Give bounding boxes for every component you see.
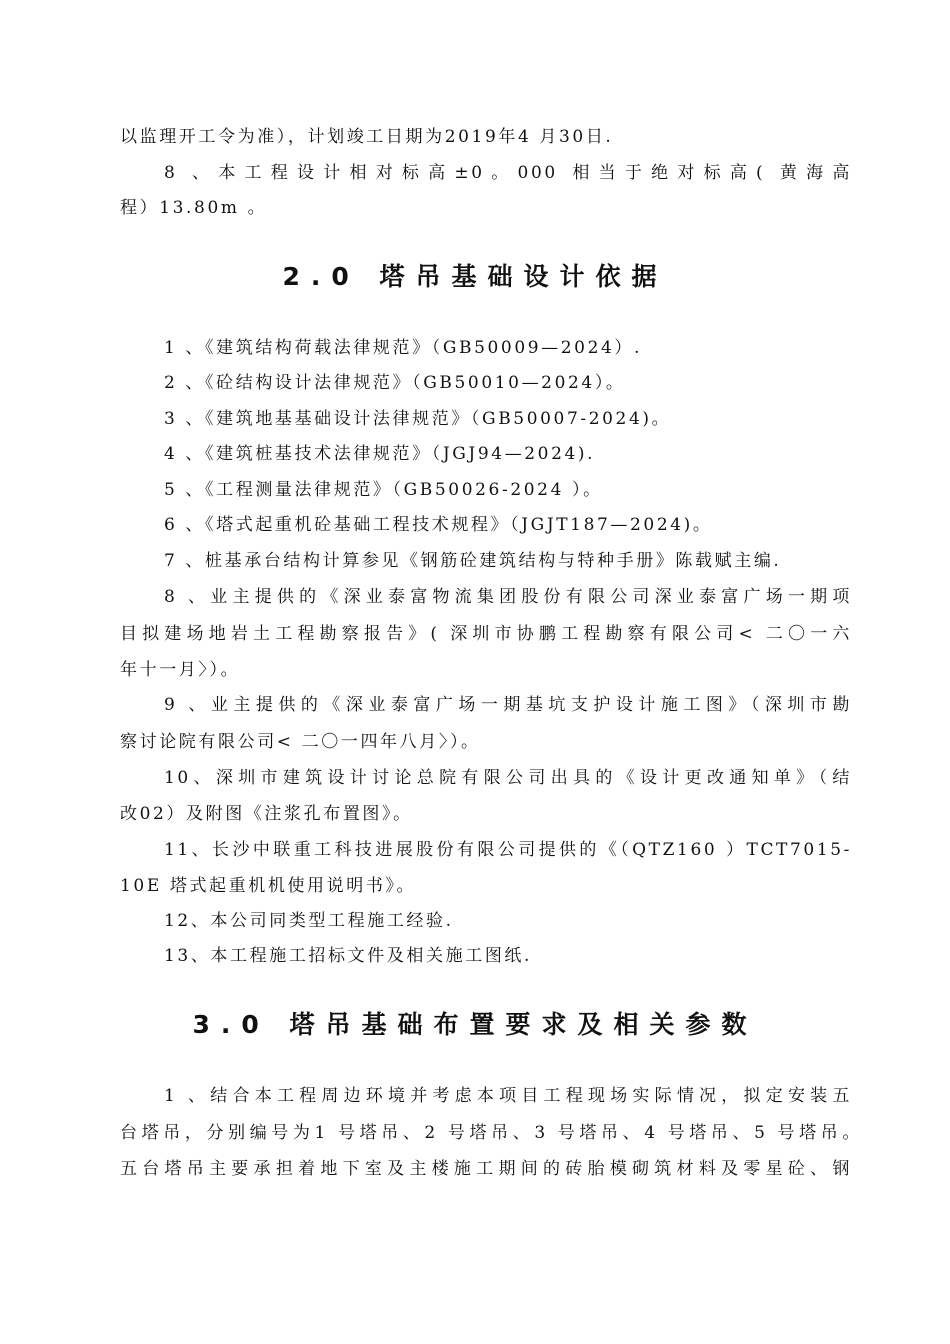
list-item: 改02）及附图《注浆孔布置图》。 [120, 804, 413, 824]
section-heading: 3.0 塔吊基础布置要求及相关参数 [192, 1010, 758, 1039]
paragraph-line: 1 、结合本工程周边环境并考虑本项目工程现场实际情况，拟定安装五 [164, 1086, 852, 1106]
list-item: 1 、《建筑结构荷载法律规范》（GB50009—2024）. [164, 338, 643, 358]
list-item: 8 、业主提供的《深业泰富物流集团股份有限公司深业泰富广场一期项 [164, 587, 852, 607]
section-heading: 2.0 塔吊基础设计依据 [282, 262, 668, 291]
list-item: 2 、《砼结构设计法律规范》（GB50010—2024）。 [164, 373, 626, 393]
list-item: 6 、《塔式起重机砼基础工程技术规程》（JGJT187—2024)。 [164, 515, 713, 535]
list-item: 目拟建场地岩土工程勘察报告》( 深圳市协鹏工程勘察有限公司< 二〇一六 [120, 624, 852, 644]
list-item: 13、本工程施工招标文件及相关施工图纸. [164, 946, 533, 966]
list-item: 察讨论院有限公司< 二〇一四年八月〉）。 [120, 732, 481, 752]
list-item: 5 、《工程测量法律规范》（GB50026-2024 ）。 [164, 480, 603, 500]
paragraph-line: 8 、本工程设计相对标高±0。000 相当于绝对标高( 黄海高 [164, 163, 852, 183]
list-item: 12、本公司同类型工程施工经验. [164, 911, 454, 931]
list-item: 9 、业主提供的《深业泰富广场一期基坑支护设计施工图》（深圳市勘 [164, 695, 852, 715]
list-item: 年十一月〉）。 [120, 660, 241, 680]
list-item: 10、深圳市建筑设计讨论总院有限公司出具的《设计更改通知单》（结 [164, 768, 852, 788]
list-item: 7 、桩基承台结构计算参见《钢筋砼建筑结构与特种手册》陈载赋主编. [164, 551, 782, 571]
list-item: 11、长沙中联重工科技进展股份有限公司提供的《（QTZ160 ）TCT7015- [164, 840, 852, 860]
paragraph-line: 五台塔吊主要承担着地下室及主楼施工期间的砖胎模砌筑材料及零星砼、钢 [120, 1159, 852, 1179]
paragraph-line: 台塔吊，分别编号为1 号塔吊、2 号塔吊、3 号塔吊、4 号塔吊、5 号塔吊。 [120, 1123, 862, 1143]
list-item: 10E 塔式起重机机使用说明书》。 [120, 876, 417, 896]
list-item: 4 、《建筑桩基技术法律规范》（JGJ94—2024). [164, 444, 596, 464]
paragraph-line: 以监理开工令为准），计划竣工日期为2019年4 月30日. [120, 127, 614, 147]
paragraph-line: 程）13.80m 。 [120, 198, 268, 218]
list-item: 3 、《建筑地基基础设计法律规范》（GB50007-2024)。 [164, 409, 672, 429]
